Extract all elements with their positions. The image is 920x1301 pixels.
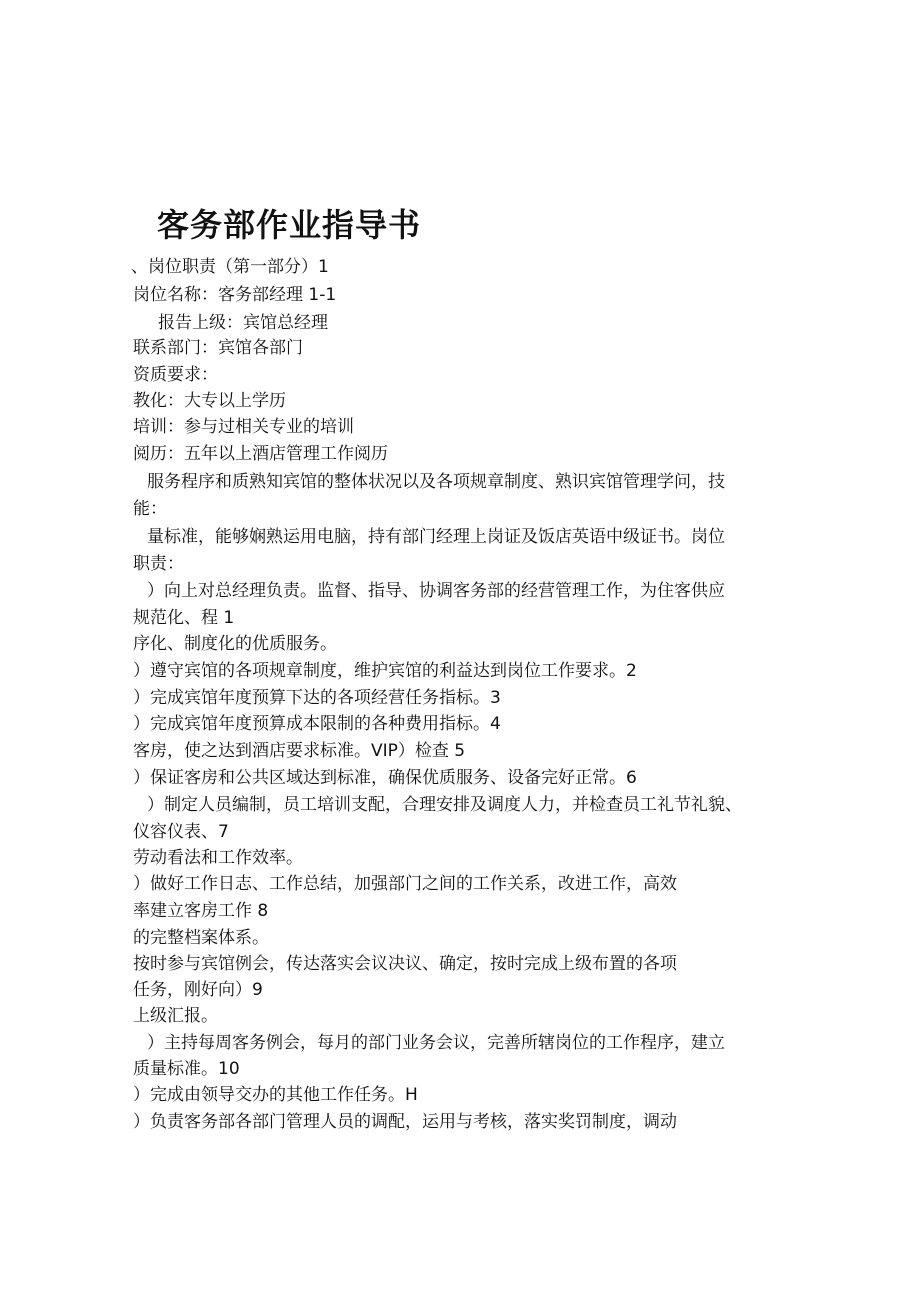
training-line: 培训：参与过相关专业的培训 bbox=[133, 417, 354, 437]
document-title: 客务部作业指导书 bbox=[157, 206, 422, 244]
duty-item: 上级汇报。 bbox=[133, 1006, 218, 1026]
duty-item: 率建立客房工作 8 bbox=[133, 901, 269, 921]
body-line: 服务程序和质熟知宾馆的整体状况以及各项规章制度、熟识宾馆管理学问，技 bbox=[147, 472, 725, 492]
body-line: 能： bbox=[133, 499, 167, 519]
qualification-heading: 资质要求： bbox=[133, 365, 218, 385]
duty-item: 任务，刚好向）9 bbox=[133, 980, 263, 1000]
reports-to-line: 报告上级：宾馆总经理 bbox=[158, 313, 328, 333]
duty-item: 劳动看法和工作效率。 bbox=[133, 848, 303, 868]
duty-item: 规范化、程 1 bbox=[133, 608, 235, 628]
duty-item: ）向上对总经理负责。监督、指导、协调客务部的经营管理工作，为住客供应 bbox=[147, 581, 725, 601]
duty-item: ）完成宾馆年度预算成本限制的各种费用指标。4 bbox=[133, 714, 501, 734]
duty-item: ）保证客房和公共区域达到标准，确保优质服务、设备完好正常。6 bbox=[133, 768, 637, 788]
duty-item: ）负责客务部各部门管理人员的调配，运用与考核，落实奖罚制度，调动 bbox=[133, 1112, 677, 1132]
body-line: 职责： bbox=[133, 554, 184, 574]
duty-item: 序化、制度化的优质服务。 bbox=[133, 634, 337, 654]
education-line: 教化：大专以上学历 bbox=[133, 391, 286, 411]
duty-item: 的完整档案体系。 bbox=[133, 928, 269, 948]
section-heading: 、岗位职责（第一部分）1 bbox=[131, 257, 329, 277]
job-title-line: 岗位名称：客务部经理 1-1 bbox=[133, 285, 337, 305]
duty-item: ）制定人员编制，员工培训支配，合理安排及调度人力，并检查员工礼节礼貌、 bbox=[147, 795, 742, 815]
duty-item: 质量标准。10 bbox=[133, 1059, 240, 1079]
duty-item: ）主持每周客务例会，每月的部门业务会议，完善所辖岗位的工作程序，建立 bbox=[147, 1033, 725, 1053]
contact-department-line: 联系部门：宾馆各部门 bbox=[133, 338, 303, 358]
duty-item: ）遵守宾馆的各项规章制度，维护宾馆的利益达到岗位工作要求。2 bbox=[133, 661, 637, 681]
experience-line: 阅历：五年以上酒店管理工作阅历 bbox=[133, 444, 388, 464]
duty-item: 客房，使之达到酒店要求标准。VIP）检查 5 bbox=[133, 741, 466, 761]
duty-item: ）做好工作日志、工作总结，加强部门之间的工作关系，改进工作，高效 bbox=[133, 874, 677, 894]
duty-item: ）完成由领导交办的其他工作任务。H bbox=[133, 1085, 418, 1105]
body-line: 量标准，能够娴熟运用电脑，持有部门经理上岗证及饭店英语中级证书。岗位 bbox=[147, 527, 725, 547]
duty-item: 按时参与宾馆例会，传达落实会议决议、确定，按时完成上级布置的各项 bbox=[133, 954, 677, 974]
duty-item: ）完成宾馆年度预算下达的各项经营任务指标。3 bbox=[133, 688, 501, 708]
duty-item: 仪容仪表、7 bbox=[133, 822, 229, 842]
